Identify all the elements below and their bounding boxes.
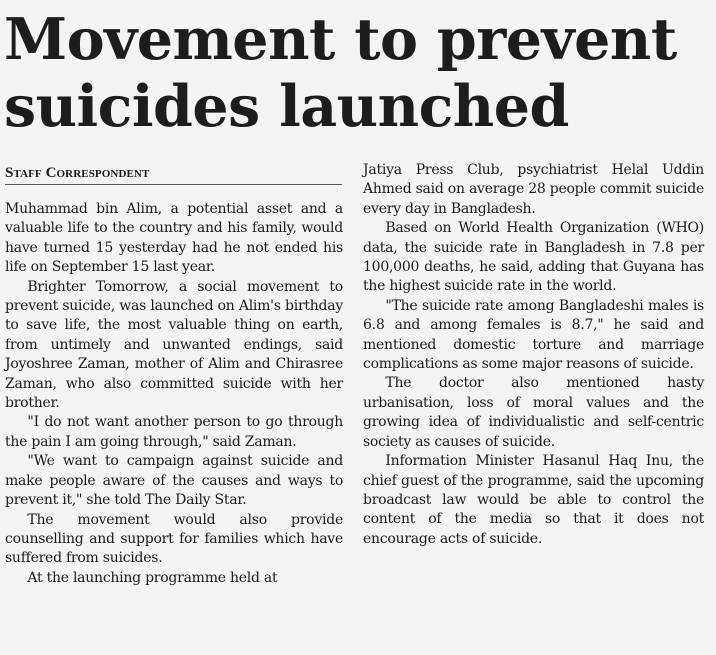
paragraph: Brighter Tomorrow, a social movement to prevent suicide, was launched on Alim's birthday to save life, the most valuable thing on earth, from untimely and unwanted endings, said Joyoshree Zaman, mother of Alim and Chirasree Zaman, who also committed suicide with her brother.	[5, 278, 343, 412]
paragraph: Jatiya Press Club, psychiatrist Helal Uddin Ahmed said on average 28 people commit suicide every day in Bangladesh.	[363, 162, 704, 217]
paragraph: At the launching programme held at	[27, 569, 278, 586]
paragraph: Information Minister Hasanul Haq Inu, the chief guest of the programme, said the upcoming broadcast law would be able to control the content of the media so that it does not encourage acts of suicide.	[363, 453, 704, 547]
paragraph: "The suicide rate among Bangladeshi males is 6.8 and among females is 8.7," he said and mentioned domestic torture and marriage complications as some major reasons of suicide.	[363, 297, 704, 373]
paragraph: The doctor also mentioned hasty urbanisation, loss of moral values and the growing idea of individualistic and self-centric society as causes of suicide.	[363, 375, 704, 450]
headline-line-1: Movement to prevent	[4, 6, 677, 73]
paragraph: The movement would also provide counselling and support for families which have suffered from suicides.	[5, 511, 343, 567]
paragraph: "We want to campaign against suicide and make people aware of the causes and ways to prevent it," she told The Daily Star.	[5, 453, 343, 509]
paragraph: "I do not want another person to go through the pain I am going through," said Zaman.	[5, 414, 343, 450]
headline-line-2: suicides launched	[4, 73, 569, 140]
article-column-1	[5, 200, 343, 588]
byline: Staff Correspondent	[5, 164, 342, 185]
headline	[4, 6, 710, 140]
paragraph: Based on World Health Organization (WHO) data, the suicide rate in Bangladesh in 7.8 per 100,000 deaths, he said, adding that Guyana has the highest suicide rate in the world.	[363, 220, 704, 295]
article-column-2	[363, 161, 704, 549]
paragraph: Muhammad bin Alim, a potential asset and a valuable life to the country and his family, would have turned 15 yesterday had he not ended his life on September 15 last year.	[5, 201, 343, 276]
